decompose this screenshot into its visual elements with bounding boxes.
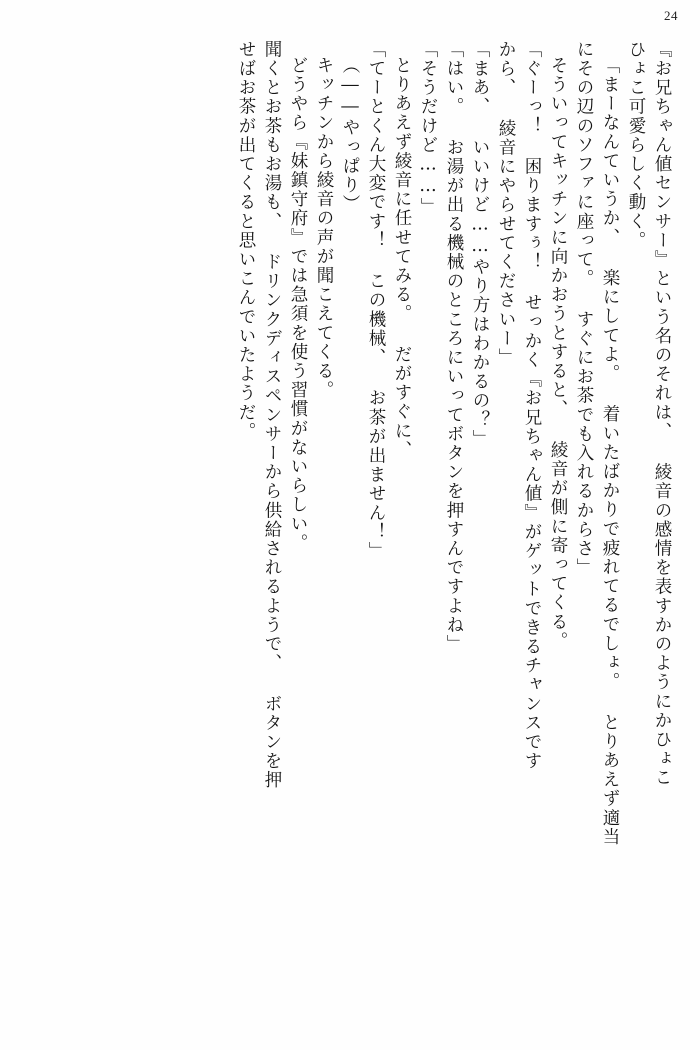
text-column: 聞くとお茶もお湯も、 ドリンクディスペンサーから供給されるようで、 ボタンを押 [262, 40, 282, 790]
text-column: 「そうだけど……」 [418, 40, 438, 217]
text-column: 「はい。 お湯が出る機械のところにいってボタンを押すんですよね」 [444, 40, 464, 654]
text-column: とりあえず綾音に任せてみる。 だがすぐに、 [392, 56, 412, 460]
vertical-text-body [30, 40, 670, 1022]
text-column: 『お兄ちゃん値センサー』という名のそれは、 綾音の感情を表すかのようにかひょこ [652, 40, 672, 788]
text-column: から、 綾音にやらせてくださいー」 [496, 40, 516, 368]
text-column: 「てーとくん大変です！ この機械、 お茶が出ません！」 [366, 40, 386, 561]
text-column: 「まーなんていうか、 楽にしてよ。 着いたばかりで疲れてるでしょ。 とりあえず適当 [600, 56, 620, 847]
page-number: 24 [664, 8, 678, 23]
text-column: そういってキッチンに向かおうとすると、 綾音が側に寄ってくる。 [548, 56, 568, 651]
text-column: 「まあ、 いいけど……やり方はわかるの？」 [470, 40, 490, 449]
text-column: キッチンから綾音の声が聞こえてくる。 [314, 56, 334, 400]
text-column: 「ぐーっ！ 困りますぅ！ せっかく『お兄ちゃん値』がゲットできるチャンスです [522, 40, 542, 771]
text-column: （――やっぱり） [340, 56, 360, 214]
text-column: せばお茶が出てくると思いこんでいたようだ。 [236, 40, 256, 442]
text-column: ひょこ可愛らしく動く。 [626, 40, 646, 251]
text-column: どうやら『妹鎮守府』では急須を使う習慣がないらしい。 [288, 56, 308, 553]
text-column: にその辺のソファに座って。 すぐにお茶でも入れるからさ」 [574, 40, 594, 578]
